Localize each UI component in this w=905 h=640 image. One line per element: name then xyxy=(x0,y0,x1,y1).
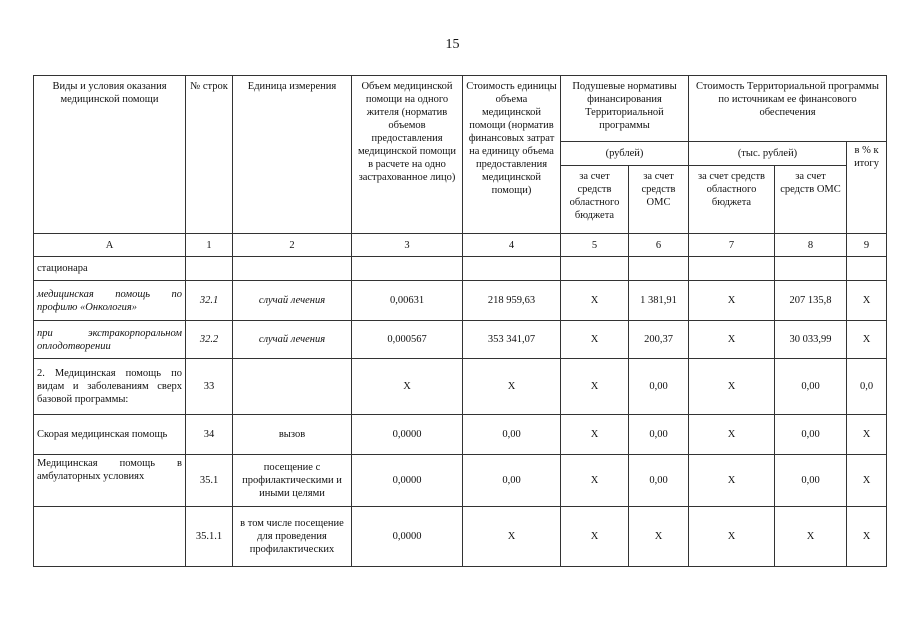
header-line-no: № строк xyxy=(186,76,233,234)
row-name: стационара xyxy=(34,257,186,281)
row-c8 xyxy=(775,257,847,281)
column-number: 5 xyxy=(561,234,629,257)
column-number: 8 xyxy=(775,234,847,257)
row-line: 33 xyxy=(186,359,233,415)
header-oms-thousand: за счет средств ОМС xyxy=(775,166,847,234)
row-c7: Х xyxy=(689,281,775,321)
row-c5 xyxy=(561,257,629,281)
header-unit-rub: (рублей) xyxy=(561,142,689,166)
row-c5: Х xyxy=(561,359,629,415)
row-c9: Х xyxy=(847,415,887,455)
row-unit-cost: 353 341,07 xyxy=(463,321,561,359)
header-percent-total: в % к итогу xyxy=(847,142,887,234)
row-line: 35.1.1 xyxy=(186,507,233,567)
row-unit xyxy=(233,257,352,281)
header-per-capita: Подушевые нормативы финансирования Территориальной программы xyxy=(561,76,689,142)
row-volume: 0,0000 xyxy=(352,415,463,455)
row-c7: Х xyxy=(689,455,775,507)
row-unit: посещение с профилактическими и иными целями xyxy=(233,455,352,507)
row-c8: 207 135,8 xyxy=(775,281,847,321)
row-line xyxy=(186,257,233,281)
table-row xyxy=(34,281,887,321)
row-unit: случай лечения xyxy=(233,321,352,359)
table-row xyxy=(34,415,887,455)
row-c9: Х xyxy=(847,321,887,359)
row-c8: 0,00 xyxy=(775,359,847,415)
row-volume: Х xyxy=(352,359,463,415)
row-unit-cost xyxy=(463,257,561,281)
row-c5: Х xyxy=(561,415,629,455)
table-row xyxy=(34,455,887,507)
row-c6: Х xyxy=(629,507,689,567)
row-name: Медицинская помощь в амбулаторных условиях xyxy=(34,455,186,507)
row-name: при экстракорпоральном оплодотворении xyxy=(34,321,186,359)
row-c7 xyxy=(689,257,775,281)
row-volume xyxy=(352,257,463,281)
row-unit-cost: 218 959,63 xyxy=(463,281,561,321)
row-c9: Х xyxy=(847,281,887,321)
row-unit: вызов xyxy=(233,415,352,455)
row-unit: в том числе посещение для проведения профилактических xyxy=(233,507,352,567)
table-row xyxy=(34,359,887,415)
row-unit xyxy=(233,359,352,415)
row-c7: Х xyxy=(689,415,775,455)
row-c8: 0,00 xyxy=(775,415,847,455)
header-unit-thousand: (тыс. рублей) xyxy=(689,142,847,166)
table-row xyxy=(34,507,887,567)
row-unit: случай лечения xyxy=(233,281,352,321)
page-number: 15 xyxy=(445,37,460,52)
row-line: 32.2 xyxy=(186,321,233,359)
row-unit-cost: Х xyxy=(463,507,561,567)
row-line: 34 xyxy=(186,415,233,455)
row-c6: 0,00 xyxy=(629,359,689,415)
column-numbers-row xyxy=(34,234,887,257)
row-c5: Х xyxy=(561,321,629,359)
header-regional-budget-rub: за счет средств областного бюджета xyxy=(561,166,629,234)
row-c9: Х xyxy=(847,455,887,507)
column-number: 1 xyxy=(186,234,233,257)
row-volume: 0,000567 xyxy=(352,321,463,359)
row-volume: 0,0000 xyxy=(352,455,463,507)
row-c6: 0,00 xyxy=(629,415,689,455)
row-name xyxy=(34,507,186,567)
row-line: 32.1 xyxy=(186,281,233,321)
row-c9: 0,0 xyxy=(847,359,887,415)
row-c7: Х xyxy=(689,321,775,359)
row-c6 xyxy=(629,257,689,281)
row-c9 xyxy=(847,257,887,281)
row-c5: Х xyxy=(561,281,629,321)
column-number: 7 xyxy=(689,234,775,257)
column-number: 2 xyxy=(233,234,352,257)
row-c5: Х xyxy=(561,455,629,507)
row-name: медицинская помощь по профилю «Онкология» xyxy=(34,281,186,321)
program-cost-table xyxy=(33,75,887,567)
column-number: 6 xyxy=(629,234,689,257)
row-c5: Х xyxy=(561,507,629,567)
row-c6: 0,00 xyxy=(629,455,689,507)
column-number: 9 xyxy=(847,234,887,257)
column-number: 3 xyxy=(352,234,463,257)
header-kinds: Виды и условия оказания медицинской помощи xyxy=(34,76,186,234)
header-unit-cost: Стоимость единицы объема медицинской помощи (норматив финансовых затрат на единицу объема предоставления медицинской помощи) xyxy=(463,76,561,234)
header-regional-budget-thousand: за счет средств областного бюджета xyxy=(689,166,775,234)
table-row xyxy=(34,321,887,359)
row-volume: 0,00631 xyxy=(352,281,463,321)
row-c6: 200,37 xyxy=(629,321,689,359)
row-unit-cost: Х xyxy=(463,359,561,415)
row-c6: 1 381,91 xyxy=(629,281,689,321)
row-line: 35.1 xyxy=(186,455,233,507)
row-c7: Х xyxy=(689,359,775,415)
header-unit: Единица измерения xyxy=(233,76,352,234)
header-volume: Объем медицинской помощи на одного жителя (норматив объемов предоставления медицинской помощи в расчете на одно застрахованное лицо) xyxy=(352,76,463,234)
row-c8: 30 033,99 xyxy=(775,321,847,359)
column-number: 4 xyxy=(463,234,561,257)
table-row xyxy=(34,257,887,281)
row-c8: 0,00 xyxy=(775,455,847,507)
row-name: 2. Медицинская помощь по видам и заболеваниям сверх базовой программы: xyxy=(34,359,186,415)
row-unit-cost: 0,00 xyxy=(463,455,561,507)
header-oms-rub: за счет средств ОМС xyxy=(629,166,689,234)
row-volume: 0,0000 xyxy=(352,507,463,567)
row-name: Скорая медицинская помощь xyxy=(34,415,186,455)
row-c7: Х xyxy=(689,507,775,567)
header-program-cost: Стоимость Территориальной программы по источникам ее финансового обеспечения xyxy=(689,76,887,142)
row-unit-cost: 0,00 xyxy=(463,415,561,455)
column-number: А xyxy=(34,234,186,257)
row-c9: Х xyxy=(847,507,887,567)
row-c8: Х xyxy=(775,507,847,567)
